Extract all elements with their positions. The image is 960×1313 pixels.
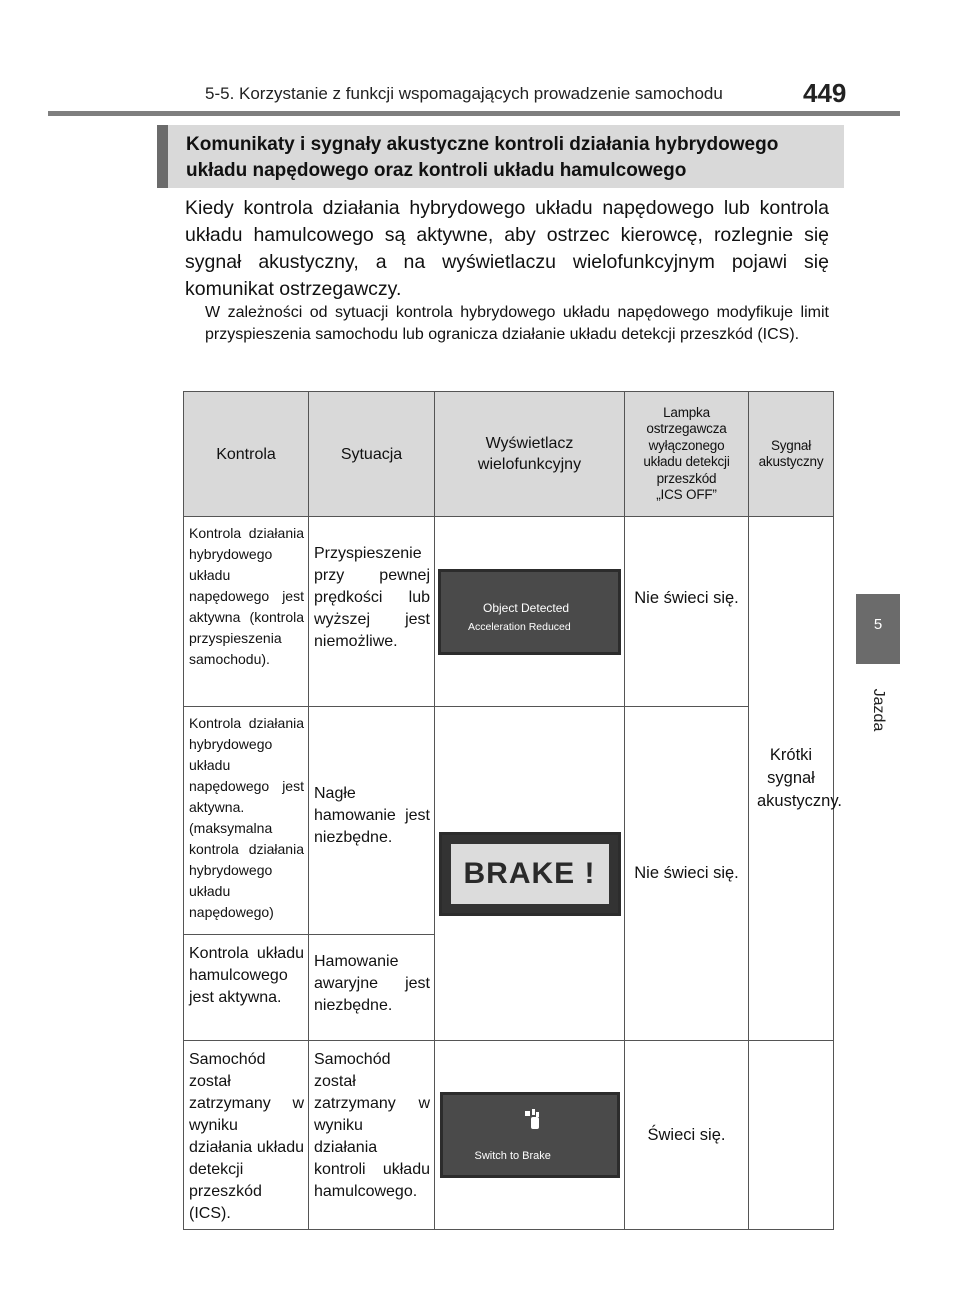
row4-kontrola	[184, 1041, 309, 1230]
warning-messages-table	[183, 391, 842, 1230]
row3-kontrola	[184, 935, 309, 1041]
section-title-line1: Komunikaty i sygnały akustyczne kontroli działania hybrydowego	[186, 134, 779, 155]
display-line1: Object Detected	[483, 600, 570, 615]
section-title	[186, 132, 836, 184]
row1-kontrola-text: Kontrola działania hybrydowego układu napędowego jest aktywna (kontrola przyspieszenia samochodu).	[189, 525, 304, 667]
header-lampka	[625, 392, 749, 517]
foot-brake-icon	[523, 1109, 543, 1131]
row4-sytuacja	[309, 1041, 435, 1230]
row2-sytuacja	[309, 707, 435, 935]
section-title-line2: układu napędowego oraz kontroli układu hamulcowego	[186, 160, 687, 181]
section-title-box	[157, 125, 844, 188]
header-wyswietlacz-l1: Wyświetlacz	[485, 435, 574, 452]
note-paragraph: W zależności od sytuacji kontrola hybrydowego układu napędowego modyfikuje limit przyspieszenia samochodu lub ogranicza działanie układu detekcji przeszkód (ICS).	[205, 304, 829, 343]
header-kontrola: Kontrola	[184, 392, 309, 517]
display-line2: Acceleration Reduced	[468, 620, 571, 633]
header-sygnal-l1: Sygnał	[770, 437, 812, 453]
header-rule	[48, 111, 900, 116]
header-lampka-l1: Lampka	[663, 404, 710, 420]
display-screen-brake	[439, 832, 621, 916]
table-row	[184, 1041, 834, 1230]
header-sygnal-l2: akustyczny	[758, 454, 824, 469]
header-lampka-l5: przeszkód	[656, 470, 717, 486]
row2-display	[435, 707, 625, 1041]
header-lampka-l3: wyłączonego	[648, 437, 725, 453]
chapter-label	[866, 683, 890, 743]
header-sytuacja: Sytuacja	[309, 392, 435, 517]
row1-kontrola	[184, 517, 309, 707]
header-wyswietlacz-l2: wielofunkcyjny	[477, 456, 582, 473]
row4-signal-empty	[749, 1041, 834, 1230]
row4-kontrola-text: Samochód został zatrzymany w wyniku działania układu detekcji przeszkód (ICS).	[189, 1051, 304, 1222]
header-wyswietlacz	[435, 392, 625, 517]
row1-display	[435, 517, 625, 707]
row1-lamp: Nie świeci się.	[625, 517, 749, 707]
header-lampka-l6: „ICS OFF”	[656, 487, 717, 502]
chapter-tab	[856, 594, 900, 664]
header-sygnal	[749, 392, 834, 517]
header-lampka-l2: ostrzegawcza	[646, 421, 727, 436]
display-brake-text: BRAKE !	[463, 857, 596, 890]
row2-lamp: Nie świeci się.	[625, 707, 749, 1041]
row2-kontrola	[184, 707, 309, 935]
table-row	[184, 707, 834, 935]
row4-sytuacja-text: Samochód został zatrzymany w wyniku działania kontroli układu hamulcowego.	[314, 1051, 430, 1200]
chapter-number: 5	[873, 616, 883, 633]
display-brake-panel	[451, 844, 609, 904]
row4-display	[435, 1041, 625, 1230]
table-row	[184, 517, 834, 707]
row3-sytuacja-text: Hamowanie awaryjne jest niezbędne.	[314, 953, 430, 1014]
section-header-text: 5-5. Korzystanie z funkcji wspomagających prowadzenie samochodu	[205, 84, 723, 103]
page-number: 449	[803, 78, 847, 108]
row2-sytuacja-text: Nagłe hamowanie jest niezbędne.	[314, 785, 430, 846]
row1-sytuacja-text: Przyspieszenie przy pewnej prędkości lub wyższej jest niemożliwe.	[314, 545, 430, 650]
row3-sytuacja	[309, 935, 435, 1041]
display-screen-object-detected	[438, 569, 621, 655]
intro-paragraph: Kiedy kontrola działania hybrydowego układu napędowego lub kontrola układu hamulcowego są aktywne, aby ostrzec kierowcę, rozlegnie się sygnał akustyczny, a na wyświetlaczu wielofunkcyjnym pojawi się komunikat ostrzegawczy.	[185, 197, 829, 300]
signal-cell: Krótki sygnał akustyczny.	[749, 517, 834, 1041]
row4-lamp: Świeci się.	[625, 1041, 749, 1230]
chapter-label-text: Jazda	[870, 688, 887, 732]
row2-kontrola-text: Kontrola działania hybrydowego układu napędowego jest aktywna. (maksymalna kontrola działania hybrydowego układu napędowego)	[189, 715, 304, 920]
display-screen-switch-to-brake	[440, 1092, 620, 1178]
table-header-row	[184, 392, 834, 517]
row3-kontrola-text: Kontrola układu hamulcowego jest aktywna.	[189, 945, 304, 1006]
row1-sytuacja	[309, 517, 435, 707]
display-line1: Switch to Brake	[474, 1150, 551, 1162]
header-lampka-l4: układu detekcji	[643, 454, 730, 469]
